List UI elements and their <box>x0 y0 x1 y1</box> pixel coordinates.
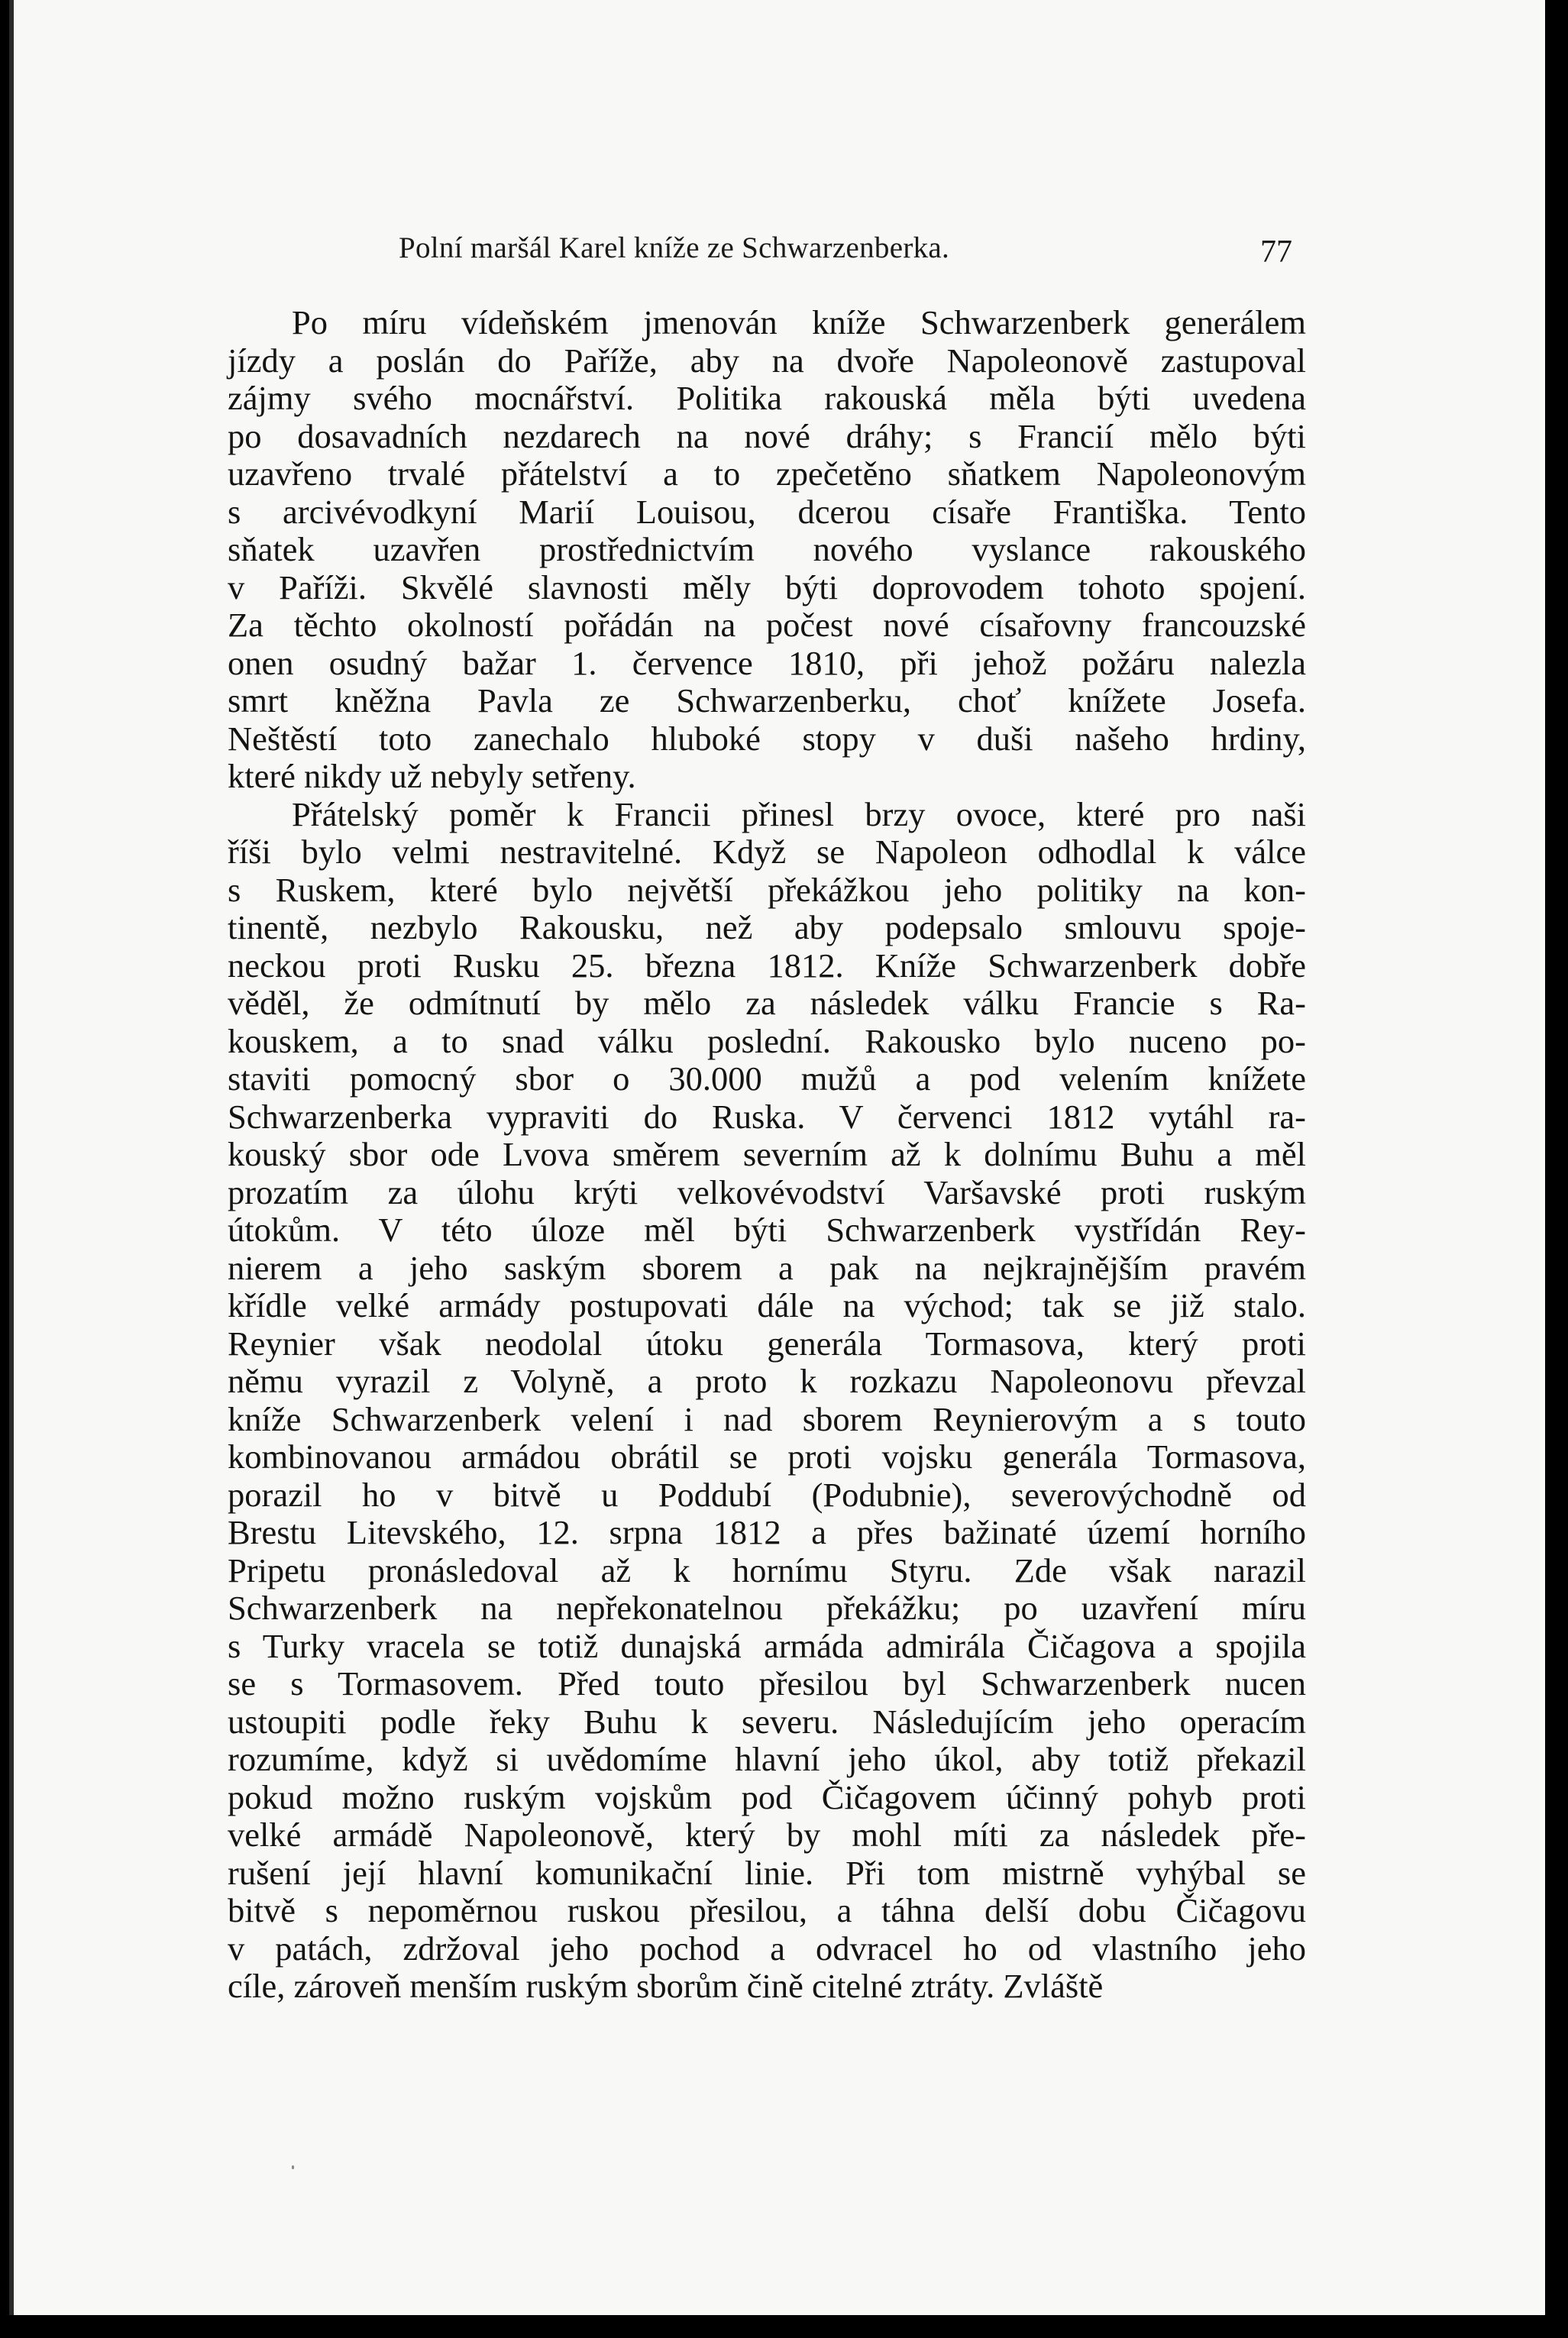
text-line: velké armádě Napoleonově, který by mohl míti za následek pře- <box>228 1816 1306 1854</box>
text-line: uzavřeno trvalé přátelství a to zpečetěno sňatkem Napoleonovým <box>228 454 1306 493</box>
text-line: Reynier však neodolal útoku generála Tormasova, který proti <box>228 1324 1306 1363</box>
text-line: onen osudný bažar 1. července 1810, při jehož požáru nalezla <box>228 643 1306 682</box>
text-line: s arcivévodkyní Marií Louisou, dcerou císaře Františka. Tento <box>228 492 1306 531</box>
text-line: tinentě, nezbylo Rakousku, než aby podepsalo smlouvu spoje- <box>228 908 1306 946</box>
text-line: s Turky vracela se totiž dunajská armáda admirála Čičagova a spojila <box>228 1626 1306 1665</box>
text-line: Po míru vídeňském jmenován kníže Schwarzenberk generálem <box>292 303 1306 341</box>
text-line: neckou proti Rusku 25. března 1812. Kníže Schwarzenberk dobře <box>228 946 1306 985</box>
text-line: s Ruskem, které bylo největší překážkou jeho politiky na kon- <box>228 870 1306 909</box>
text-line: kníže Schwarzenberk velení i nad sborem Reynierovým a s touto <box>228 1399 1306 1438</box>
binding-edge <box>9 0 14 2315</box>
text-line: Schwarzenberka vypraviti do Ruska. V červenci 1812 vytáhl ra- <box>228 1097 1306 1136</box>
text-line: Pripetu pronásledoval až k hornímu Styru. Zde však narazil <box>228 1551 1306 1589</box>
text-line: kouskem, a to snad válku poslední. Rakousko bylo nuceno po- <box>228 1021 1306 1060</box>
text-line: po dosavadních nezdarech na nové dráhy; s Francií mělo býti <box>228 416 1306 455</box>
speck <box>292 2165 294 2169</box>
text-line: Schwarzenberk na nepřekonatelnou překážku; po uzavření míru <box>228 1589 1306 1627</box>
text-line: ustoupiti podle řeky Buhu k severu. Následujícím jeho operacím <box>228 1702 1306 1741</box>
page-header <box>399 231 1292 276</box>
paragraph-1 <box>228 304 1306 796</box>
text-line: prozatím za úlohu krýti velkovévodství Varšavské proti ruským <box>228 1172 1306 1211</box>
text-line: porazil ho v bitvě u Poddubí (Podubnie), severovýchodně od <box>228 1475 1306 1514</box>
text-line: kouský sbor ode Lvova směrem severním až k dolnímu Buhu a měl <box>228 1135 1306 1173</box>
text-line: Přátelský poměr k Francii přinesl brzy ovoce, které pro naši <box>292 794 1306 833</box>
paragraph-2 <box>228 796 1306 2006</box>
text-line: rušení její hlavní komunikační linie. Při tom mistrně vyhýbal se <box>228 1853 1306 1892</box>
text-line: zájmy svého mocnářství. Politika rakouská měla býti uvedena <box>228 379 1306 417</box>
text-line: útokům. V této úloze měl býti Schwarzenberk vystřídán Rey- <box>228 1211 1306 1249</box>
text-line: smrt kněžna Pavla ze Schwarzenberku, choť knížete Josefa. <box>228 681 1306 720</box>
text-line: rozumíme, když si uvědomíme hlavní jeho úkol, aby totiž překazil <box>228 1740 1306 1778</box>
text-line: se s Tormasovem. Před touto přesilou byl Schwarzenberk nucen <box>228 1664 1306 1703</box>
text-line: nierem a jeho saským sborem a pak na nejkrajnějším pravém <box>228 1248 1306 1287</box>
book-page <box>9 0 1545 2315</box>
text-line: v Paříži. Skvělé slavnosti měly býti doprovodem tohoto spojení. <box>228 568 1306 606</box>
text-line: říši bylo velmi nestravitelné. Když se Napoleon odhodlal k válce <box>228 833 1306 871</box>
text-line: křídle velké armády postupovati dále na východ; tak se již stalo. <box>228 1286 1306 1324</box>
body-text <box>228 304 1306 2006</box>
text-line: kombinovanou armádou obrátil se proti vojsku generála Tormasova, <box>228 1437 1306 1476</box>
text-line: které nikdy už nebyly setřeny. <box>228 757 636 795</box>
text-line: pokud možno ruským vojskům pod Čičagovem účinný pohyb proti <box>228 1777 1306 1816</box>
text-line: bitvě s nepoměrnou ruskou přesilou, a táhna delší dobu Čičagovu <box>228 1891 1306 1929</box>
text-line: jízdy a poslán do Paříže, aby na dvoře Napoleonově zastupoval <box>228 341 1306 380</box>
text-line: v patách, zdržoval jeho pochod a odvracel ho od vlastního jeho <box>228 1929 1306 1968</box>
text-line: věděl, že odmítnutí by mělo za následek válku Francie s Ra- <box>228 984 1306 1022</box>
text-line: Neštěstí toto zanechalo hluboké stopy v duši našeho hrdiny, <box>228 719 1306 758</box>
running-title: Polní maršál Karel kníže ze Schwarzenberka. <box>399 231 950 264</box>
text-line: staviti pomocný sbor o 30.000 mužů a pod velením knížete <box>228 1059 1306 1098</box>
page-number: 77 <box>1260 234 1292 270</box>
text-line: Za těchto okolností pořádán na počest nové císařovny francouzské <box>228 606 1306 644</box>
text-line: cíle, zároveň menším ruským sborům čině citelné ztráty. Zvláště <box>228 1967 1104 2005</box>
text-line: sňatek uzavřen prostřednictvím nového vyslance rakouského <box>228 530 1306 568</box>
text-line: němu vyrazil z Volyně, a proto k rozkazu Napoleonovu převzal <box>228 1362 1306 1400</box>
text-line: Brestu Litevského, 12. srpna 1812 a přes bažinaté území horního <box>228 1513 1306 1551</box>
